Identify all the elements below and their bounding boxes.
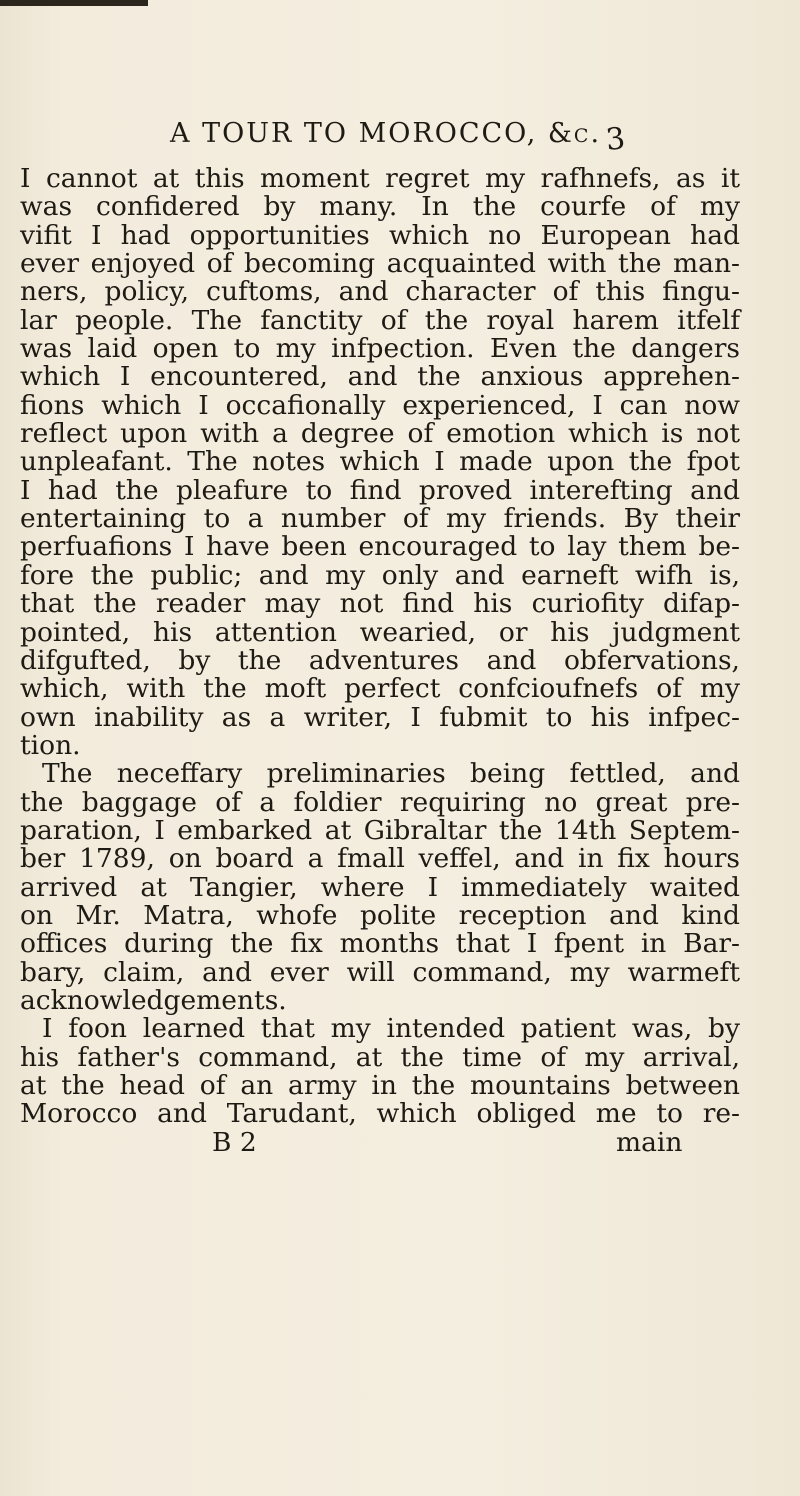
- text-line: own inability as a writer, I fubmit to his infpec-: [20, 701, 740, 733]
- top-edge-rule: [0, 0, 148, 6]
- body-text: [20, 165, 740, 1157]
- text-line: arrived at Tangier, where I immediately waited: [20, 871, 740, 903]
- text-line: entertaining to a number of my friends. By their: [20, 503, 740, 535]
- text-line: on Mr. Matra, whofe polite reception and kind: [20, 899, 740, 931]
- text-line: vifit I had opportunities which no European had: [20, 219, 740, 251]
- page-header: [0, 118, 800, 162]
- text-line: unpleafant. The notes which I made upon the fpot: [20, 446, 740, 478]
- catchword: main: [616, 1126, 683, 1158]
- text-line: perfuafions I have been encouraged to lay them be-: [20, 531, 740, 563]
- text-line: which I encountered, and the anxious apprehen-: [20, 361, 740, 393]
- text-line: reflect upon with a degree of emotion which is not: [20, 418, 740, 450]
- text-line: was confidered by many. In the courfe of my: [20, 191, 740, 223]
- text-line: The neceffary preliminaries being fettled, and: [42, 758, 740, 790]
- text-line: ners, policy, cuftoms, and character of this fingu-: [20, 276, 740, 308]
- text-line: I foon learned that my intended patient was, by: [42, 1013, 740, 1045]
- text-line: bary, claim, and ever will command, my warmeft: [20, 956, 740, 988]
- running-head: A TOUR TO MOROCCO, &c.: [170, 118, 602, 149]
- text-line: I had the pleafure to find proved interefting and: [20, 474, 740, 506]
- text-line: lar people. The fanctity of the royal harem itfelf: [20, 304, 740, 336]
- text-line: at the head of an army in the mountains between: [20, 1070, 740, 1101]
- text-line: acknowledgements.: [20, 984, 287, 1016]
- page-footer: [20, 1126, 740, 1158]
- text-line: pointed, his attention wearied, or his judgment: [20, 616, 740, 648]
- text-line: paration, I embarked at Gibraltar the 14th Septem-: [20, 814, 740, 846]
- text-line: fore the public; and my only and earneft wifh is,: [20, 559, 740, 591]
- text-line: I cannot at this moment regret my rafhnefs, as it: [20, 163, 740, 194]
- text-line: tion.: [20, 729, 81, 761]
- text-line: that the reader may not find his curiofity difap-: [20, 588, 740, 620]
- text-line: ber 1789, on board a fmall veffel, and in fix hours: [20, 843, 740, 875]
- signature-mark: B 2: [212, 1126, 257, 1158]
- text-line: Morocco and Tarudant, which obliged me to re-: [20, 1098, 740, 1130]
- text-line: was laid open to my infpection. Even the dangers: [20, 333, 740, 365]
- text-line: offices during the fix months that I fpent in Bar-: [20, 928, 740, 960]
- text-line: which, with the moft perfect confcioufnefs of my: [20, 673, 740, 705]
- text-line: fions which I occafionally experienced, I can now: [20, 389, 740, 421]
- text-line: his father's command, at the time of my arrival,: [20, 1041, 740, 1073]
- text-line: difgufted, by the adventures and obfervations,: [20, 644, 740, 676]
- page-number: 3: [604, 121, 627, 158]
- text-line: ever enjoyed of becoming acquainted with the man-: [20, 248, 740, 280]
- text-line: the baggage of a foldier requiring no great pre-: [20, 786, 740, 818]
